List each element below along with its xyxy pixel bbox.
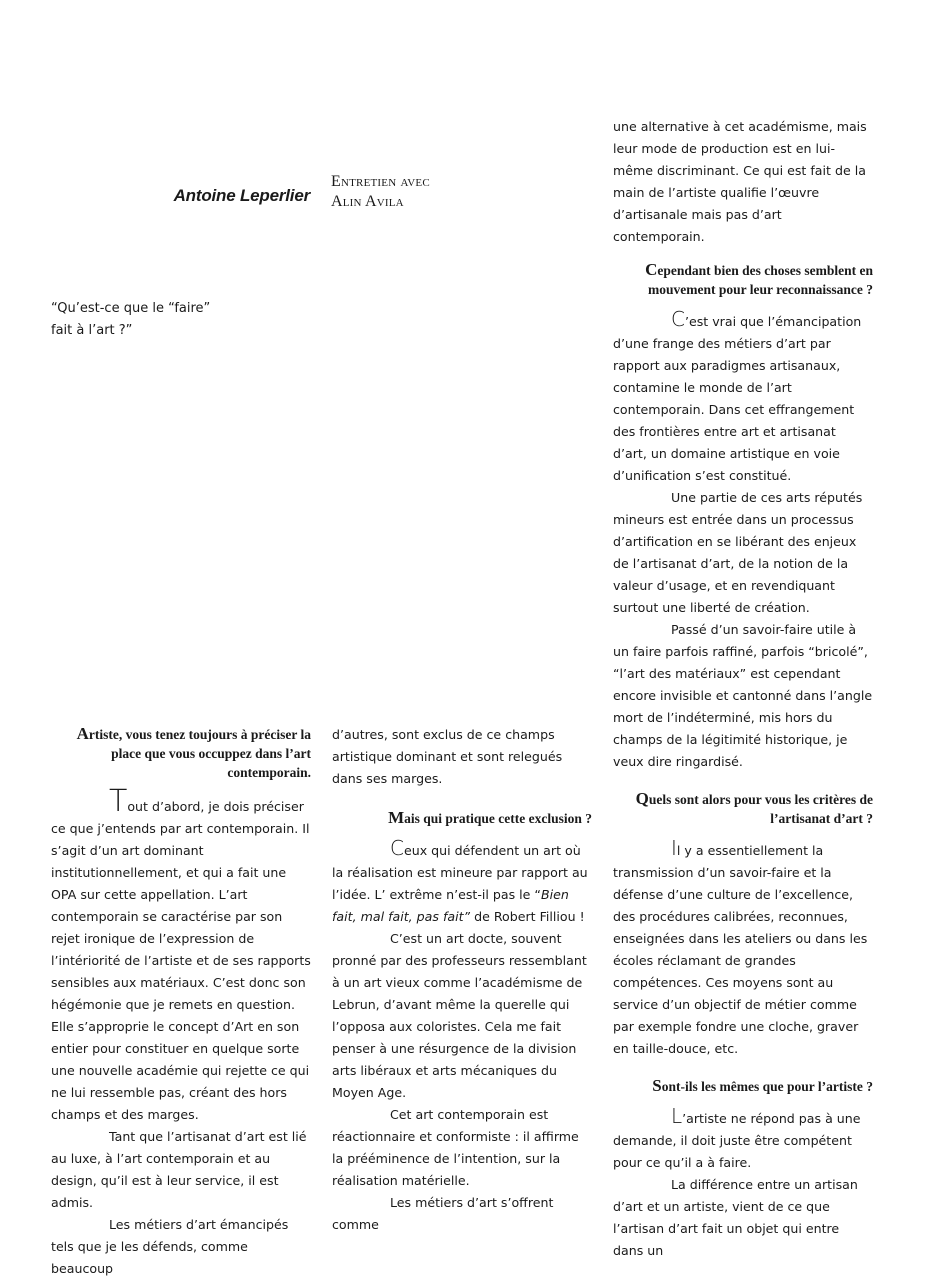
pull-quote-line-1: “Qu’est-ce que le “faire” [51, 301, 211, 316]
answer-3: C’est vrai que l’émancipation d’une frange des métiers d’art par rapport aux paradigmes artisanaux, contamine le monde de l’art contemporain. Dans cet effrangement des frontières entre art et artisanat d’art, un domaine artistique en voie d’unification s’est constitué. [613, 307, 862, 483]
paragraph: C’est un art docte, souvent pronné par des professeurs ressemblant à un art vieux comme l’académisme de Lebrun, d’avant même la querelle qui l’opposa aux coloristes. Cela me fait penser à une résurgence de la division arts libéraux et arts mécaniques du Moyen Age. [332, 931, 587, 1100]
paragraph: Une partie de ces arts réputés mineurs est entrée dans un processus d’artification en se libérant des enjeux de l’artisanat d’art, de la notion de la valeur d’usage, et en revendiquant surtout une liberté de création. [613, 490, 863, 615]
pull-quote [51, 298, 210, 342]
drop-cap: T [109, 784, 128, 819]
question-3: Cependant bien des choses semblent en mouvement pour leur reconnaissance ? [645, 260, 873, 297]
answer-4: Il y a essentiellement la transmission d’un savoir-faire et la défense d’une culture de l’excellence, des procédures calibrées, reconnues, enseignées dans les ateliers ou dans les écoles réclamant de grandes compétences. Ces moyens sont au service d’un objectif de métier comme par exemple fondre une cloche, graver en taille-douce, etc. [613, 836, 868, 1056]
question-1: Artiste, vous tenez toujours à préciser la place que vous occuppez dans l’art contemporain. [76, 724, 311, 780]
paragraph: La différence entre un artisan d’art et un artiste, vient de ce que l’artisan d’art fait un objet qui entre dans un [613, 1177, 858, 1258]
question-4: Quels sont alors pour vous les critères de l’artisanat d’art ? [635, 789, 873, 826]
interviewer-line-2: Alin Avila [331, 193, 404, 210]
drop-cap: C [671, 307, 685, 331]
answer-5: L’artiste ne répond pas à une demande, il doit juste être compétent pour ce qu’il a à faire. [613, 1104, 861, 1170]
column-2 [332, 724, 592, 1236]
drop-cap: C [390, 836, 404, 860]
author-name: Antoine Leperlier [173, 186, 310, 205]
drop-cap: L [671, 1104, 683, 1128]
interviewer-heading [331, 172, 430, 212]
column-1 [51, 724, 311, 1280]
interviewer-line-1: Entretien avec [331, 173, 430, 190]
paragraph: Tant que l’artisanat d’art est lié au luxe, à l’art contemporain et au design, qu’il est à leur service, il est admis. [51, 1129, 307, 1210]
drop-cap: I [671, 836, 677, 860]
paragraph: d’autres, sont exclus de ce champs artistique dominant et sont relegués dans ses marges. [332, 727, 563, 786]
question-5: Sont-ils les mêmes que pour l’artiste ? [652, 1076, 873, 1095]
answer-2: Ceux qui défendent un art où la réalisation est mineure par rapport au l’idée. L’ extrême n’est-il pas le “Bien fait, mal fait, pas fait” de Robert Filliou ! [332, 836, 588, 924]
paragraph: Les métiers d’art s’offrent comme [332, 1195, 554, 1232]
pull-quote-line-2: fait à l’art ?” [51, 323, 133, 338]
paragraph: Les métiers d’art émancipés tels que je les défends, comme beaucoup [51, 1217, 289, 1276]
answer-1: Tout d’abord, je dois préciser ce que j’entends par art contemporain. Il s’agit d’un art dominant institutionnellement, et qui a fait une OPA sur cette appellation. L’art contemporain se caractérise par son rejet ironique de l’expression de l’intériorité de l’artiste et de ses rapports sensibles aux matériaux. C’est donc son hégémonie que je remets en question. Elle s’approprie le concept d’Art en son entier pour constituer en quelque sorte une nouvelle académie qui rejette ce qui ne lui ressemble pas, créant des hors champs et des marges. [51, 784, 311, 1122]
paragraph: une alternative à cet académisme, mais leur mode de production est en lui-même discriminant. Ce qui est fait de la main de l’artiste qualifie l’œuvre d’artisanale mais pas d’art contemporain. [613, 119, 867, 244]
question-2: Mais qui pratique cette exclusion ? [388, 808, 592, 827]
column-3 [613, 116, 873, 1262]
paragraph: Passé d’un savoir-faire utile à un faire parfois raffiné, parfois “bricolé”, “l’art des matériaux” est cependant encore invisible et cantonné dans l’angle mort de l’indéterminé, mis hors du champs de la légitimité historique, je veux dire ringardisé. [613, 622, 873, 769]
paragraph: Cet art contemporain est réactionnaire et conformiste : il affirme la prééminence de l’intention, sur la réalisation matérielle. [332, 1107, 579, 1188]
